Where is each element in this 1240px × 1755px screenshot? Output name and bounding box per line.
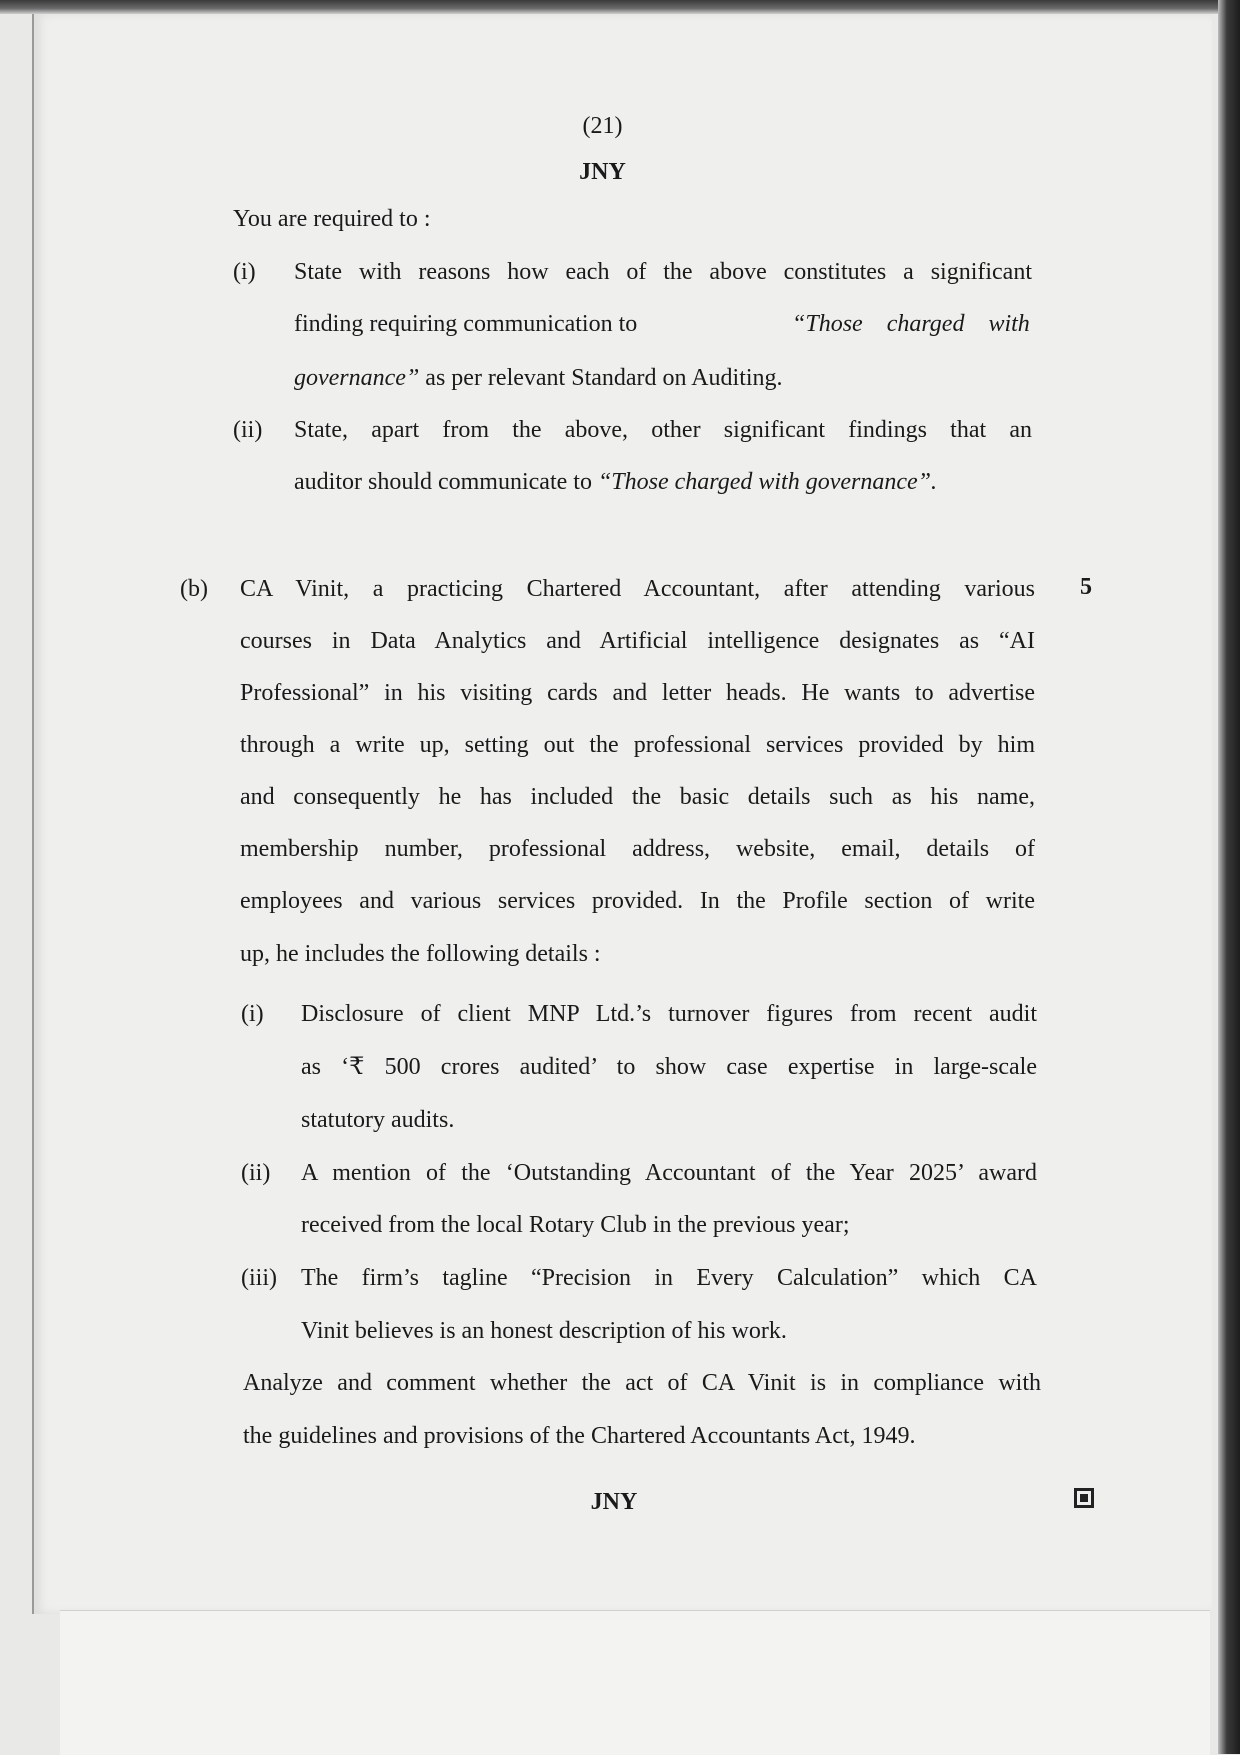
item-a-ii-line-1: State, apart from the above, other significant findings that an (294, 417, 1032, 443)
conclusion-line-2: the guidelines and provisions of the Chartered Accountants Act, 1949. (243, 1423, 916, 1449)
item-b-iii-line-1: The firm’s tagline “Precision in Every Calculation” which CA (301, 1265, 1037, 1291)
paper-code-footer: JNY (590, 1489, 638, 1515)
para-line-7: employees and various services provided. In the Profile section of write (240, 888, 1035, 914)
tcwg-italic: “Those charged with governance”. (597, 469, 938, 495)
marks: 5 (1080, 574, 1092, 600)
conclusion-line-1: Analyze and comment whether the act of CA Vinit is in compliance with (243, 1370, 1041, 1396)
para-line-6: membership number, professional address, website, email, details of (240, 836, 1035, 862)
item-label-a-i: (i) (233, 259, 256, 285)
para-line-3: Professional” in his visiting cards and letter heads. He wants to advertise (240, 680, 1035, 706)
para-line-4: through a write up, setting out the professional services provided by him (240, 732, 1035, 758)
paper-code-header: JNY (579, 159, 626, 185)
scan-edge-top (0, 0, 1240, 14)
para-line-8: up, he includes the following details : (240, 941, 601, 967)
requirement-intro: You are required to : (233, 206, 431, 232)
item-a-i-line-3 (294, 364, 783, 392)
item-a-i-line-2a: finding requiring communication to (294, 311, 638, 337)
item-b-i-line-1: Disclosure of client MNP Ltd.’s turnover figures from recent audit (301, 1001, 1037, 1027)
item-a-i-line-3-rest: as per relevant Standard on Auditing. (419, 365, 783, 391)
item-b-iii-line-2: Vinit believes is an honest description of his work. (301, 1318, 787, 1344)
next-page-edge (60, 1610, 1210, 1755)
governance-italic: governance” (294, 365, 420, 391)
item-b-i-line-2: as ‘₹ 500 crores audited’ to show case expertise in large-scale (301, 1054, 1037, 1080)
item-b-ii-line-2: received from the local Rotary Club in the previous year; (301, 1212, 850, 1238)
item-label-b-i: (i) (241, 1001, 264, 1027)
item-a-ii-line-2 (294, 468, 937, 496)
end-marker-icon (1074, 1488, 1094, 1508)
para-line-2: courses in Data Analytics and Artificial intelligence designates as “AI (240, 628, 1035, 654)
item-a-i-line-2b: “Those charged with (792, 311, 1030, 337)
item-label-b-ii: (ii) (241, 1160, 271, 1186)
item-label-b-iii: (iii) (241, 1265, 277, 1291)
para-line-5: and consequently he has included the basic details such as his name, (240, 784, 1035, 810)
para-line-1: CA Vinit, a practicing Chartered Accountant, after attending various (240, 576, 1035, 602)
item-b-i-line-3: statutory audits. (301, 1107, 455, 1133)
page-number: (21) (582, 113, 623, 139)
question-label-b: (b) (180, 576, 208, 602)
item-a-ii-line-2-text: auditor should communicate to (294, 469, 598, 495)
item-a-i-line-1: State with reasons how each of the above constitutes a significant (294, 259, 1032, 285)
item-label-a-ii: (ii) (233, 417, 263, 443)
item-b-ii-line-1: A mention of the ‘Outstanding Accountant of the Year 2025’ award (301, 1160, 1037, 1186)
